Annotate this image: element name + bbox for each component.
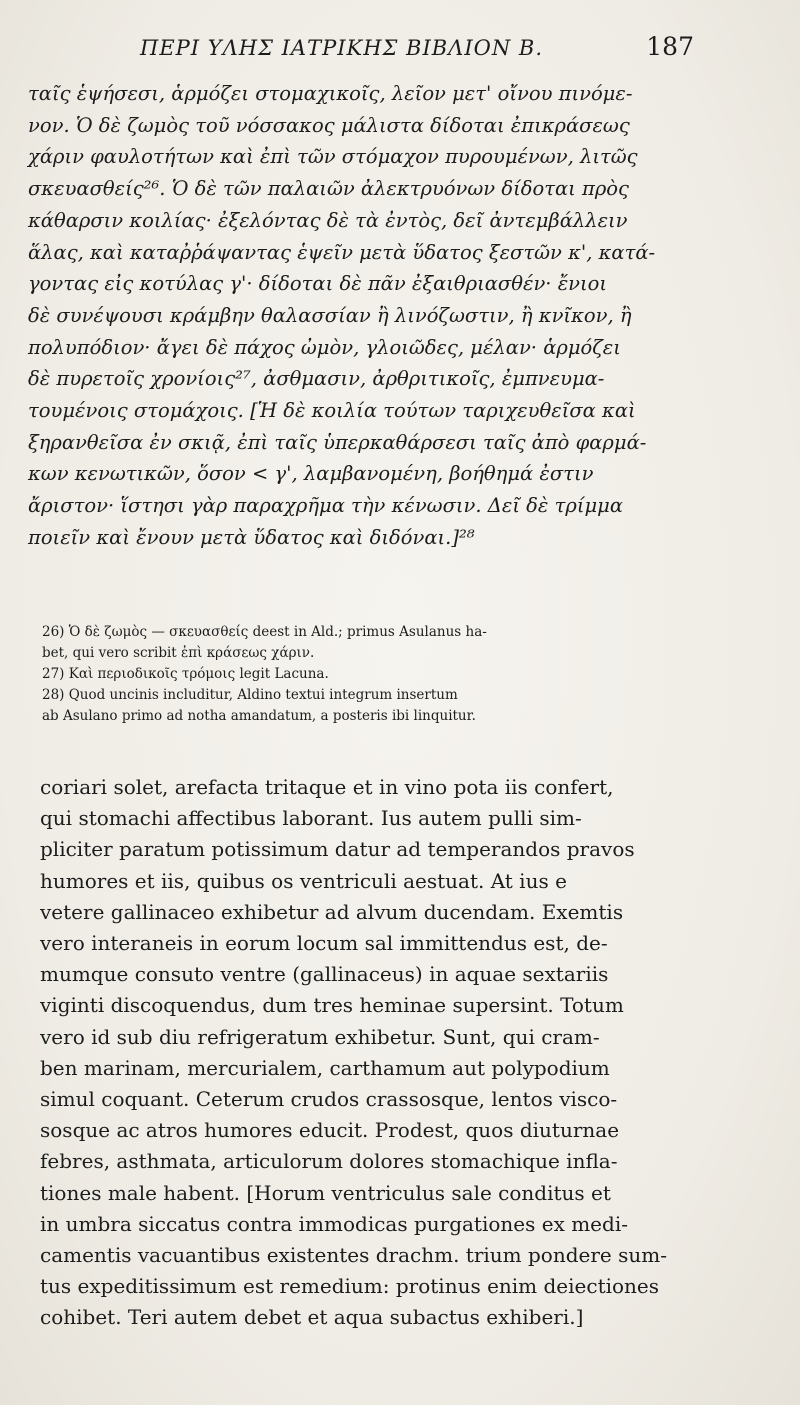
greek-line: γοντας εἰς κοτύλας γ'· δίδοται δὲ πᾶν ἐξαιθριασθέν· ἔνιοι <box>28 272 608 296</box>
greek-line: δὲ πυρετοῖς χρονίοις²⁷, ἀσθμασιν, ἀρθριτικοῖς, ἐμπνευμα- <box>28 367 605 391</box>
latin-line: vero id sub diu refrigeratum exhibetur. Sunt, qui cram- <box>40 1024 600 1049</box>
running-head <box>0 32 800 76</box>
greek-line: κων κενωτικῶν, ὅσον < γ', λαμβανομένη, βοήθημά ἐστιν <box>28 462 594 486</box>
latin-line: cohibet. Teri autem debet et aqua subactus exhiberi.] <box>40 1305 584 1330</box>
latin-line: sosque ac atros humores educit. Prodest, quos diuturnae <box>40 1118 620 1143</box>
footnote-line: 26) Ὁ δὲ ζωμὸς — σκευασθείς deest in Ald.; primus Asulanus ha- <box>42 624 487 640</box>
page-number: 187 <box>646 32 694 61</box>
latin-line: qui stomachi affectibus laborant. Ius autem pulli sim- <box>40 806 582 831</box>
latin-text-block <box>40 772 712 1334</box>
footnote-line: bet, qui vero scribit ἐπὶ κράσεως χάριν. <box>42 645 315 661</box>
footnotes <box>42 622 714 727</box>
latin-line: camentis vacuantibus existentes drachm. trium pondere sum- <box>40 1243 667 1268</box>
greek-text-block <box>28 78 718 554</box>
greek-line: ξηρανθεῖσα ἐν σκιᾷ, ἐπὶ ταῖς ὑπερκαθάρσεσι ταῖς ἀπὸ φαρμά- <box>28 430 647 454</box>
greek-line: νον. Ὁ δὲ ζωμὸς τοῦ νόσσακος μάλιστα δίδοται ἐπικράσεως <box>28 113 630 137</box>
greek-line: ταῖς ἑψήσεσι, ἁρμόζει στομαχικοῖς, λεῖον μετ' οἴνου πινόμε- <box>28 82 633 105</box>
latin-line: coriari solet, arefacta tritaque et in vino pota iis confert, <box>40 775 614 799</box>
greek-line: κάθαρσιν κοιλίας· ἐξελόντας δὲ τὰ ἐντὸς, δεῖ ἀντεμβάλλειν <box>28 208 628 232</box>
greek-line: ἄριστον· ἵστησι γὰρ παραχρῆμα τὴν κένωσιν. Δεῖ δὲ τρίμμα <box>28 494 623 518</box>
greek-line: πολυπόδιον· ἄγει δὲ πάχος ὠμὸν, γλοιῶδες, μέλαν· ἁρμόζει <box>28 335 621 359</box>
latin-line: pliciter paratum potissimum datur ad temperandos pravos <box>40 837 635 862</box>
greek-line: τουμένοις στομάχοις. [Ἡ δὲ κοιλία τούτων ταριχευθεῖσα καὶ <box>28 399 636 423</box>
latin-line: ben marinam, mercurialem, carthamum aut polypodium <box>40 1055 610 1080</box>
latin-line: humores et iis, quibus os ventriculi aestuat. At ius e <box>40 868 567 893</box>
latin-line: febres, asthmata, articulorum dolores stomachique infla- <box>40 1149 618 1174</box>
latin-line: tus expeditissimum est remedium: protinus enim deiectiones <box>40 1274 660 1299</box>
footnote-line: 28) Quod uncinis includitur, Aldino textui integrum insertum <box>42 687 458 703</box>
greek-line: ἅλας, καὶ καταῤῥάψαντας ἑψεῖν μετὰ ὕδατος ξεστῶν κ', κατά- <box>28 240 656 264</box>
latin-line: viginti discoquendus, dum tres heminae supersint. Totum <box>40 993 624 1018</box>
greek-line: ποιεῖν καὶ ἔνουν μετὰ ὕδατος καὶ διδόναι.]²⁸ <box>28 525 475 549</box>
latin-line: mumque consuto ventre (gallinaceus) in aquae sextariis <box>40 962 609 987</box>
greek-line: σκευασθείς²⁶. Ὁ δὲ τῶν παλαιῶν ἀλεκτρυόνων δίδοται πρὸς <box>28 177 629 201</box>
latin-line: tiones male habent. [Horum ventriculus sale conditus et <box>40 1180 611 1205</box>
running-title: ΠΕΡΙ ΥΛΗΣ ΙΑΤΡΙΚΗΣ ΒΙΒΛΙΟΝ Β. <box>140 36 544 60</box>
greek-line: δὲ συνέψουσι κράμβην θαλασσίαν ἢ λινόζωστιν, ἢ κνῖκον, ἢ <box>28 303 632 327</box>
latin-line: simul coquant. Ceterum crudos crassosque, lentos visco- <box>40 1087 618 1112</box>
latin-line: vero interaneis in eorum locum sal immittendus est, de- <box>40 931 608 956</box>
footnote-line: 27) Καὶ περιοδικοῖς τρόμοις legit Lacuna. <box>42 666 329 682</box>
greek-line: χάριν φαυλοτήτων καὶ ἐπὶ τῶν στόμαχον πυρουμένων, λιτῶς <box>28 145 638 169</box>
latin-line: in umbra siccatus contra immodicas purgationes ex medi- <box>40 1211 628 1236</box>
footnote-line: ab Asulano primo ad notha amandatum, a posteris ibi linquitur. <box>42 708 476 724</box>
latin-line: vetere gallinaceo exhibetur ad alvum ducendam. Exemtis <box>40 899 624 924</box>
